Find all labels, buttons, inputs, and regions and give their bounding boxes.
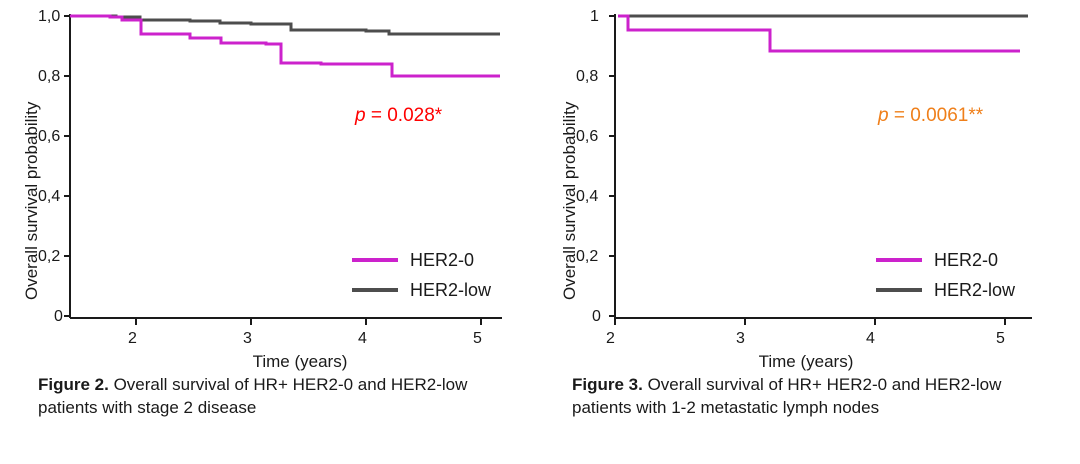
figure-2-legend-label-her2-0: HER2-0 [410,250,475,270]
figure-2-x-tick-4: 4 [358,330,367,347]
figure-2-legend-label-her2-low: HER2-low [410,280,492,300]
figure-2 [0,0,540,417]
figure-3-y-tick-1: 1 [590,8,599,25]
figure-2-y-tick-0_4: 0,4 [38,188,61,205]
figure-2-p-value-text: p = 0.028* [355,105,443,126]
figure-3-legend-label-her2-0: HER2-0 [934,250,999,270]
figure-3 [540,0,1080,417]
figure-3-x-tick-3: 3 [736,330,745,347]
figure-3-caption [572,374,1042,420]
figure-2-y-tick-0_2: 0,2 [38,248,61,265]
figure-2-y-tick-0_8: 0,8 [38,68,61,85]
figure-3-y-tick-0: 0 [592,308,601,325]
figure-2-caption-text: Overall survival of HR+ HER2-0 and HER2-low patients with stage 2 disease [38,375,468,417]
figure-2-x-tick-3: 3 [243,330,252,347]
figure-3-caption-label: Figure 3. [572,375,643,394]
figure-2-y-axis-title: Overall survival probability [22,101,41,300]
figure-3-plot [540,0,1080,371]
figure-3-y-tick-0_8: 0,8 [576,68,599,85]
figure-3-caption-text: Overall survival of HR+ HER2-0 and HER2-low patients with 1-2 metastatic lymph nodes [572,375,1002,417]
figure-3-legend-label-her2-low: HER2-low [934,280,1016,300]
figure-3-y-tick-0_6: 0,6 [576,128,599,145]
figure-2-plot [0,0,540,371]
figure-2-caption-label: Figure 2. [38,375,109,394]
figure-3-x-tick-4: 4 [866,330,875,347]
figure-2-x-tick-2: 2 [128,330,137,347]
figure-3-y-tick-0_2: 0,2 [576,248,599,265]
figure-2-y-tick-0_6: 0,6 [38,128,61,145]
figure-3-y-axis-title: Overall survival probability [560,101,579,300]
figure-2-svg [0,0,540,368]
figure-3-x-tick-2: 2 [606,330,615,347]
figure-2-x-axis-title: Time (years) [252,352,348,371]
figure-3-p-value-text: p = 0.0061** [878,105,984,126]
figure-2-x-tick-5: 5 [473,330,482,347]
figure-3-y-tick-0_4: 0,4 [576,188,599,205]
figure-3-svg [540,0,1080,368]
figure-2-y-tick-1_0: 1,0 [38,8,61,25]
figure-3-curve-her2-0 [618,16,1020,51]
figure-2-y-tick-0: 0 [54,308,63,325]
figure-3-x-axis-title: Time (years) [758,352,854,371]
figure-2-caption [38,374,506,420]
figure-3-x-tick-5: 5 [996,330,1005,347]
